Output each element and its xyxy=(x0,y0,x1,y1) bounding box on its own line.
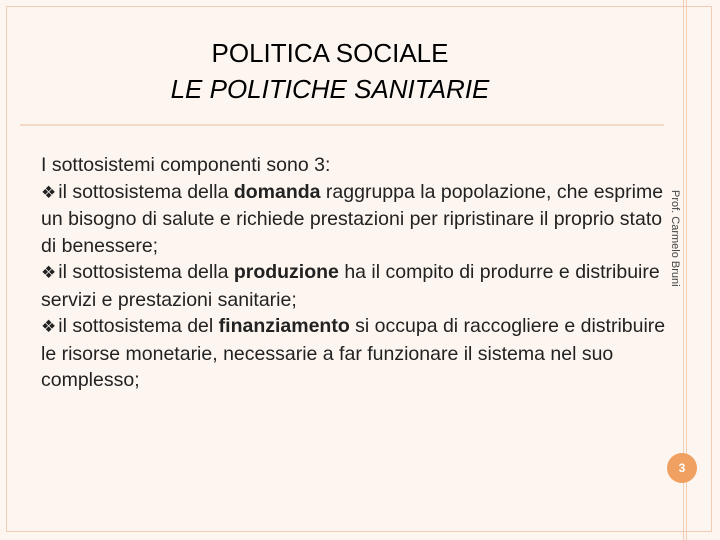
bullet-item-domanda xyxy=(41,179,671,260)
author-label xyxy=(667,190,681,294)
bullet-text-post: si occupa di raccogliere e distribuire le risorse monetarie, necessarie a far funzionare il sistema nel suo complesso; xyxy=(41,315,666,391)
diamond-bullet-icon: ❖ xyxy=(41,317,57,337)
slide-title: POLITICA SOCIALE xyxy=(211,38,449,68)
intro-text: I sottosistemi componenti sono 3: xyxy=(41,154,331,176)
bullet-item-finanziamento xyxy=(41,313,671,394)
bullet-item-produzione xyxy=(41,259,671,313)
diamond-bullet-icon: ❖ xyxy=(41,182,57,203)
bullet-keyword: finanziamento xyxy=(218,315,350,337)
bullet-text-post: raggruppa la popolazione, che esprime un bisogno di salute e richiede prestazioni per ripristinare il proprio stato di benessere; xyxy=(41,180,664,257)
page-number-badge: 3 xyxy=(667,453,697,483)
slide-subtitle: LE POLITICHE SANITARIE xyxy=(170,74,490,104)
bullet-text-pre: il sottosistema della xyxy=(58,180,234,203)
bullet-text-post: ha il compito di produrre e distribuire servizi e prestazioni sanitarie; xyxy=(41,261,660,311)
author-text: Prof. Carmelo Bruni xyxy=(669,190,681,287)
bullet-text-pre: il sottosistema della xyxy=(58,261,234,283)
bullet-text-pre: il sottosistema del xyxy=(58,315,219,337)
bullet-keyword: domanda xyxy=(233,180,321,203)
diamond-bullet-icon: ❖ xyxy=(41,263,57,283)
title-divider xyxy=(20,124,664,126)
bullet-keyword: produzione xyxy=(233,261,339,283)
slide-body xyxy=(41,152,671,394)
